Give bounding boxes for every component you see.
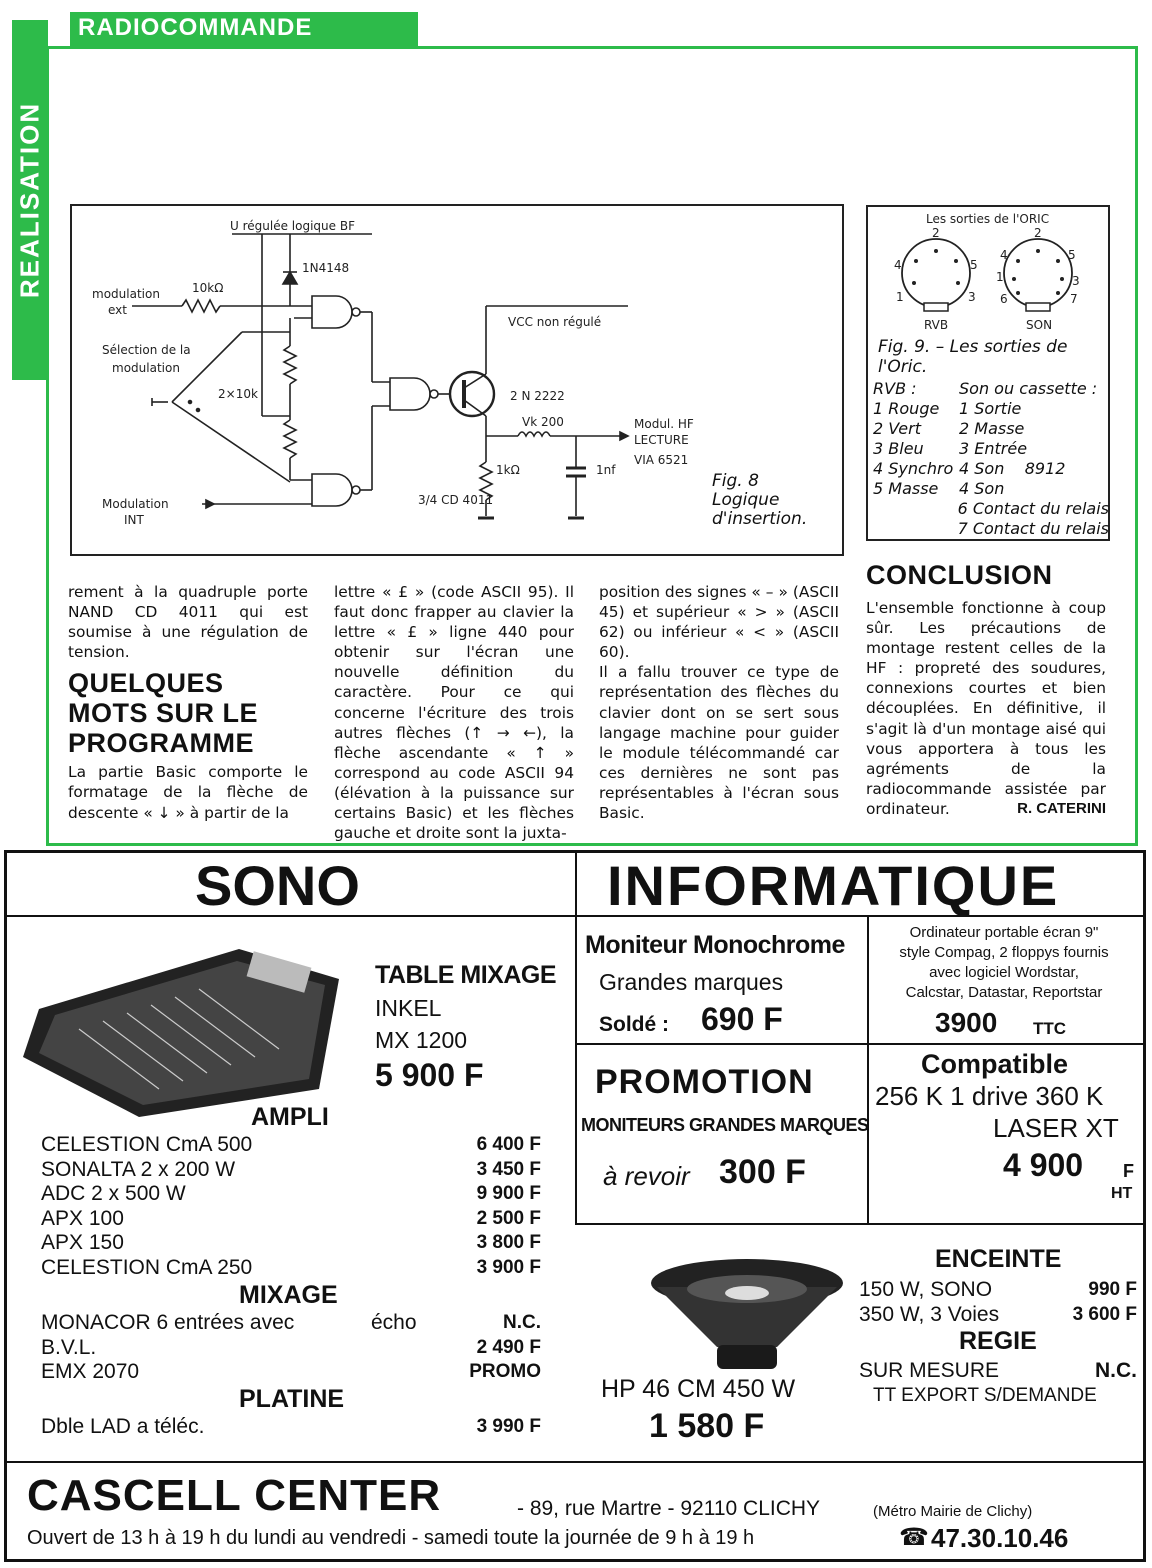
item-price: 9 900 F (476, 1183, 541, 1205)
item-price: 3 800 F (476, 1232, 541, 1254)
platine-list (41, 1415, 541, 1440)
price-row (41, 1207, 541, 1232)
fig8-label-transistor: 2 N 2222 (510, 389, 565, 403)
fig8-label-out-3: VIA 6521 (634, 453, 689, 467)
item-price: 3 450 F (476, 1158, 541, 1180)
item-extra: écho (371, 1311, 417, 1334)
mixage-list (41, 1311, 541, 1385)
item-name: ADC 2 x 500 W (41, 1182, 186, 1206)
fig9-table-row (873, 399, 1109, 419)
platine-title: PLATINE (239, 1385, 345, 1413)
fig8-label-out-2: LECTURE (634, 433, 689, 447)
mixing-table-title: TABLE MIXAGE (375, 961, 557, 989)
fig9-table-row (873, 499, 1109, 519)
monitor-subtitle: Grandes marques (599, 969, 784, 995)
fig9-connector-left: RVB (924, 318, 949, 332)
fig8-caption-line: Logique (712, 490, 780, 510)
price-row (41, 1311, 541, 1336)
fig9-cell: RVB : (873, 379, 917, 398)
fig9-cell: 4 Son (959, 479, 1005, 498)
portable-line: Ordinateur portable écran 9" (909, 924, 1099, 941)
ad-divider (575, 853, 577, 1225)
fig9-pin: 3 (1072, 274, 1080, 288)
fig8-label-out-1: Modul. HF (634, 417, 694, 431)
fig9-pin: 5 (970, 258, 978, 272)
item-name: APX 100 (41, 1206, 124, 1230)
fig9-oric-outputs (866, 205, 1110, 541)
fig8-label-supply: U régulée logique BF (230, 219, 355, 233)
item-price: 990 F (1088, 1279, 1137, 1300)
fig8-label-selection: Sélection de la (102, 343, 191, 357)
ad-divider (7, 1461, 1143, 1463)
article-paragraph: position des signes « – » (ASCII 45) et supérieur « > » (ASCII 62) ou inférieur « < » (ASCII 60). (599, 583, 839, 662)
fig9-cell: 1 Sortie (959, 399, 1022, 418)
article-column-3 (599, 582, 839, 823)
store-address: - 89, rue Martre - 92110 CLICHY (517, 1497, 821, 1520)
side-tab-label: REALISATION (14, 101, 45, 299)
monitor-title: Moniteur Monochrome (585, 931, 845, 959)
portable-line: Calcstar, Datastar, Reportstar (905, 984, 1103, 1001)
conclusion-heading: CONCLUSION (866, 560, 1053, 590)
fig9-cell: 1 Rouge (873, 399, 940, 418)
article-column-2 (334, 582, 574, 843)
promotion-subtitle: MONITEURS GRANDES MARQUES (581, 1115, 869, 1135)
compatible-line2: LASER XT (993, 1113, 1119, 1143)
fig9-pin: 6 (1000, 292, 1008, 306)
fig9-pin-table (873, 379, 1109, 539)
promotion-title: PROMOTION (595, 1063, 814, 1101)
fig9-cell: 3 Entrée (959, 439, 1028, 458)
article-paragraph: La partie Basic comporte le formatage de la flèche de descente « ↓ » à partir de la (68, 763, 308, 822)
store-phone: 47.30.10.46 (931, 1523, 1069, 1553)
fig8-schematic (70, 204, 844, 556)
regie-row (859, 1359, 1137, 1383)
fig9-cell: 3 Bleu (873, 439, 924, 458)
fig9-connector-right: SON (1026, 318, 1053, 332)
ad-divider (575, 1043, 1143, 1045)
item-price: N.C. (503, 1312, 541, 1333)
fig9-pin: 5 (1068, 248, 1076, 262)
item-price: 2 500 F (476, 1207, 541, 1229)
phone-icon: ☎ (899, 1524, 929, 1551)
mixing-table-price: 5 900 F (375, 1057, 484, 1093)
compatible-line1: 256 K 1 drive 360 K (875, 1081, 1104, 1111)
item-name: APX 150 (41, 1231, 124, 1255)
item-price: 3 900 F (476, 1256, 541, 1278)
mixage-title: MIXAGE (239, 1281, 338, 1309)
price-row (41, 1336, 541, 1361)
section-side-tab (12, 20, 48, 380)
price-row (41, 1158, 541, 1183)
fig8-caption-line: d'insertion. (712, 509, 808, 529)
price-row (859, 1302, 1137, 1327)
fig9-table-row (873, 439, 1109, 459)
item-name: 150 W, SONO (859, 1278, 993, 1301)
portable-price: 3900 (935, 1007, 998, 1038)
fig8-label-selection-2: modulation (112, 361, 180, 375)
fig9-cell: 5 Masse (873, 479, 939, 498)
fig9-table-row (873, 419, 1109, 439)
enceinte-title: ENCEINTE (935, 1245, 1062, 1273)
fig9-pin: 1 (996, 270, 1004, 284)
fig8-caption (712, 472, 807, 529)
portable-line: style Compag, 2 floppys fournis (899, 944, 1109, 961)
fig9-pin: 4 (894, 258, 902, 272)
fig8-label-mod-ext-2: ext (108, 303, 127, 317)
fig9-pin: 7 (1070, 292, 1078, 306)
conclusion-paragraph (866, 598, 1106, 819)
promotion-label: à revoir (603, 1161, 690, 1191)
price-row (41, 1182, 541, 1207)
article-heading: QUELQUES MOTS SUR LE PROGRAMME (68, 668, 259, 759)
fig9-pin: 2 (932, 226, 940, 240)
conclusion-text: L'ensemble fonctionne à coup sûr. Les précautions de montage restent celles de la HF : propreté des soudures, connexions courtes et bien découplées. En définitive, il s'agit là d'un montage aisé qui vous apportera à tous les agréments de la radiocommande assistée par ordinateur. (866, 599, 1106, 818)
ampli-title: AMPLI (251, 1103, 329, 1131)
article-column-4 (866, 560, 1106, 819)
item-price: PROMO (469, 1361, 541, 1383)
item-price: 3 990 F (476, 1416, 541, 1437)
fig8-label-ic: 3/4 CD 4011 (418, 493, 494, 507)
fig8-label-cap: 1nf (596, 463, 616, 477)
item-name: CELESTION CmA 250 (41, 1255, 253, 1279)
fig8-label-diode: 1N4148 (302, 261, 350, 275)
fig8-label-mod-int-2: INT (124, 513, 144, 527)
fig9-cell: 2 Vert (873, 419, 921, 438)
fig9-cell: 2 Masse (959, 419, 1025, 438)
compatible-price: 4 900 (1003, 1147, 1084, 1183)
ampli-list (41, 1133, 541, 1281)
mixing-console-image (19, 939, 349, 1119)
speaker-name: HP 46 CM 450 W (601, 1375, 796, 1403)
fig9-title: Les sorties de l'ORIC (926, 212, 1050, 226)
item-price: 6 400 F (476, 1134, 541, 1155)
fig8-label-mod-ext: modulation (92, 287, 160, 301)
monitor-price: 690 F (701, 1001, 783, 1037)
fig8-label-r-emitter: 1kΩ (496, 463, 520, 477)
price-row (41, 1133, 541, 1158)
fig9-caption: Fig. 9. – Les sorties de l'Oric. (878, 337, 1068, 377)
item-price: 3 600 F (1072, 1304, 1137, 1325)
ad-sono-title: SONO (195, 854, 360, 917)
fig8-label-vcc: VCC non régulé (508, 315, 602, 329)
article-author: R. CATERINI (1017, 799, 1106, 817)
fig8-caption-line: Fig. 8 (712, 471, 759, 491)
fig9-cell (873, 499, 958, 519)
price-row (41, 1415, 541, 1440)
monitor-sold-label: Soldé : (599, 1013, 670, 1036)
fig9-cell: Son ou cassette : (959, 379, 1098, 398)
item-price: 2 490 F (476, 1336, 541, 1358)
item-name: EMX 2070 (41, 1360, 140, 1384)
speaker-price: 1 580 F (649, 1407, 765, 1445)
price-row (41, 1231, 541, 1256)
item-name: 350 W, 3 Voies (859, 1303, 1000, 1326)
fig9-connectors-drawing (868, 207, 1112, 337)
item-name: SUR MESURE (859, 1359, 1000, 1382)
article-paragraph: rement à la quadruple porte NAND CD 4011 qui est soumise à une régulation de tension. (68, 583, 308, 662)
compatible-title: Compatible (921, 1049, 1069, 1079)
fig9-cell (873, 519, 958, 539)
mixing-table-model: MX 1200 (375, 1027, 468, 1053)
portable-description (869, 923, 1139, 1003)
fig9-pin: 2 (1034, 226, 1042, 240)
price-row (41, 1360, 541, 1385)
article-column-1 (68, 582, 308, 823)
fig9-pin: 4 (1000, 248, 1008, 262)
fig9-table-row (873, 379, 1109, 399)
compatible-ht: HT (1111, 1185, 1133, 1202)
article-paragraph: lettre « £ » (code ASCII 95). Il faut donc frapper au clavier la lettre « £ » ligne 440 pour obtenir sur l'écran une nouvelle définition du caractère. Pour ce qui concerne l'écriture des trois autres flèches (↑ → ←), la flèche ascendante « ↑ » correspond au code ASCII 94 (élévation à la puissance sur certains Basic) et les flèches gauche et droite sont la juxta- (334, 583, 574, 843)
mixing-table-brand: INKEL (375, 995, 442, 1021)
price-row (41, 1256, 541, 1281)
fig9-table-row (873, 479, 1109, 499)
ad-divider (575, 1223, 1143, 1225)
article-paragraph: Il a fallu trouver ce type de représentation des flèches du clavier dont on se sert sous langage machine pour guider le module télécommandé car ces dernières ne sont pas représentables à l'écran sous Basic. (599, 663, 839, 823)
item-name: B.V.L. (41, 1335, 97, 1359)
fig8-label-res-pair: 2×10k (218, 387, 258, 401)
enceinte-list (859, 1277, 1137, 1327)
fig9-table-row (873, 459, 1109, 479)
fig8-label-resistor: 10kΩ (192, 281, 224, 295)
fig9-cell: 6 Contact du relais (957, 499, 1109, 518)
price-row (859, 1277, 1137, 1302)
fig9-table-row (873, 519, 1109, 539)
item-name: CELESTION CmA 500 (41, 1133, 253, 1156)
export-note: TT EXPORT S/DEMANDE (873, 1385, 1097, 1406)
fig9-pin: 3 (968, 290, 976, 304)
store-hours: Ouvert de 13 h à 19 h du lundi au vendredi - samedi toute la journée de 9 h à 19 h (27, 1527, 755, 1549)
advertisement (4, 850, 1146, 1562)
portable-line: avec logiciel Wordstar, (929, 964, 1079, 981)
fig9-cell: 4 Son 8912 (959, 459, 1066, 478)
promotion-price: 300 F (719, 1153, 806, 1191)
fig9-cell: 4 Synchro (873, 459, 954, 478)
ad-informatique-title: INFORMATIQUE (607, 854, 1060, 917)
fig8-label-inductor: Vk 200 (522, 415, 564, 429)
store-metro: (Métro Mairie de Clichy) (873, 1503, 1033, 1520)
speaker-image (647, 1257, 847, 1375)
item-name: MONACOR 6 entrées avec (41, 1311, 295, 1334)
store-name: CASCELL CENTER (27, 1471, 442, 1520)
compatible-unit: F (1123, 1161, 1134, 1181)
fig9-pin: 1 (896, 290, 904, 304)
item-price: N.C. (1095, 1359, 1137, 1382)
fig8-label-mod-int: Modulation (102, 497, 169, 511)
item-name: Dble LAD a téléc. (41, 1415, 205, 1438)
item-name: SONALTA 2 x 200 W (41, 1157, 236, 1181)
regie-title: REGIE (959, 1327, 1037, 1355)
section-header: RADIOCOMMANDE (70, 12, 418, 46)
portable-ttc: TTC (1033, 1019, 1067, 1038)
fig9-cell: 7 Contact du relais (957, 519, 1109, 538)
